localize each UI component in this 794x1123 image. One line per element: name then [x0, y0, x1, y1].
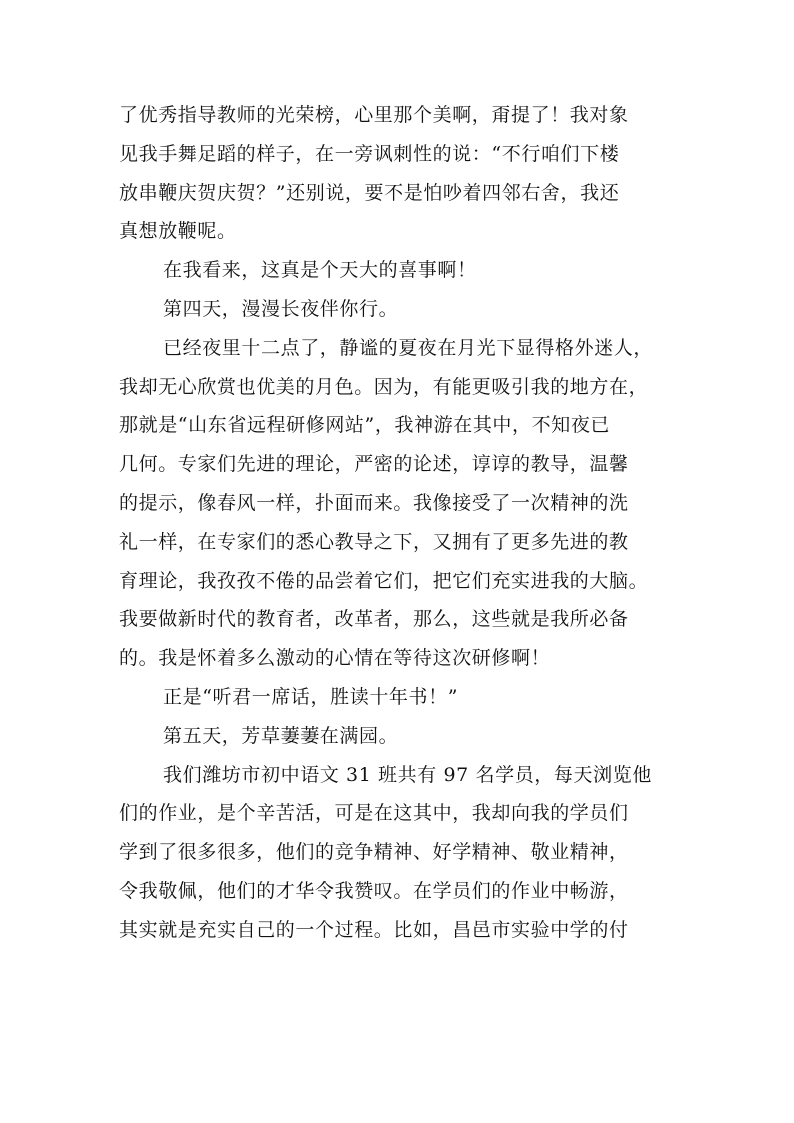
paragraph-first-line: 在我看来，这真是个天大的喜事啊！ [163, 259, 477, 282]
section-heading-day-four: 第四天，漫漫长夜伴你行。 [163, 297, 399, 320]
text-line: 其实就是充实自己的一个过程。比如，昌邑市实验中学的付 [119, 918, 629, 941]
text-line: 几何。专家们先进的理论，严密的论述，谆谆的教导，温馨 [119, 453, 629, 476]
text-line: 的。我是怀着多么激动的心情在等待这次研修啊！ [119, 647, 551, 670]
paragraph-first-line: 已经夜里十二点了，静谧的夏夜在月光下显得格外迷人， [163, 336, 654, 359]
document-body [119, 96, 679, 950]
text-line: 学到了很多很多，他们的竞争精神、好学精神、敬业精神， [119, 841, 629, 864]
text-line: 我却无心欣赏也优美的月色。因为，有能更吸引我的地方在， [119, 375, 649, 398]
text-line: 那就是“山东省远程研修网站”，我神游在其中，不知夜已 [119, 414, 611, 437]
section-heading-day-five: 第五天，芳草萋萋在满园。 [163, 724, 399, 747]
paragraph-first-line: 我们潍坊市初中语文 31 班共有 97 名学员，每天浏览他 [163, 763, 652, 786]
text-line: 的提示，像春风一样，扑面而来。我像接受了一次精神的洗 [119, 491, 629, 514]
text-line: 我要做新时代的教育者，改革者，那么，这些就是我所必备 [119, 608, 629, 631]
text-line: 们的作业，是个辛苦活，可是在这其中，我却向我的学员们 [119, 802, 629, 825]
text-line: 礼一样，在专家们的悉心教导之下，又拥有了更多先进的教 [119, 530, 629, 553]
text-line: 了优秀指导教师的光荣榜，心里那个美啊，甭提了！我对象 [119, 104, 629, 126]
text-line: 育理论，我孜孜不倦的品尝着它们，把它们充实进我的大脑。 [119, 569, 649, 592]
text-line: 令我敬佩，他们的才华令我赞叹。在学员们的作业中畅游， [119, 879, 629, 902]
text-line: 放串鞭庆贺庆贺？”还别说，要不是怕吵着四邻右舍，我还 [119, 181, 620, 204]
text-line: 真想放鞭呢。 [119, 220, 237, 243]
quote-line: 正是“听君一席话，胜读十年书！” [163, 685, 459, 708]
text-line: 见我手舞足蹈的样子，在一旁讽刺性的说：“不行咱们下楼 [119, 142, 620, 165]
